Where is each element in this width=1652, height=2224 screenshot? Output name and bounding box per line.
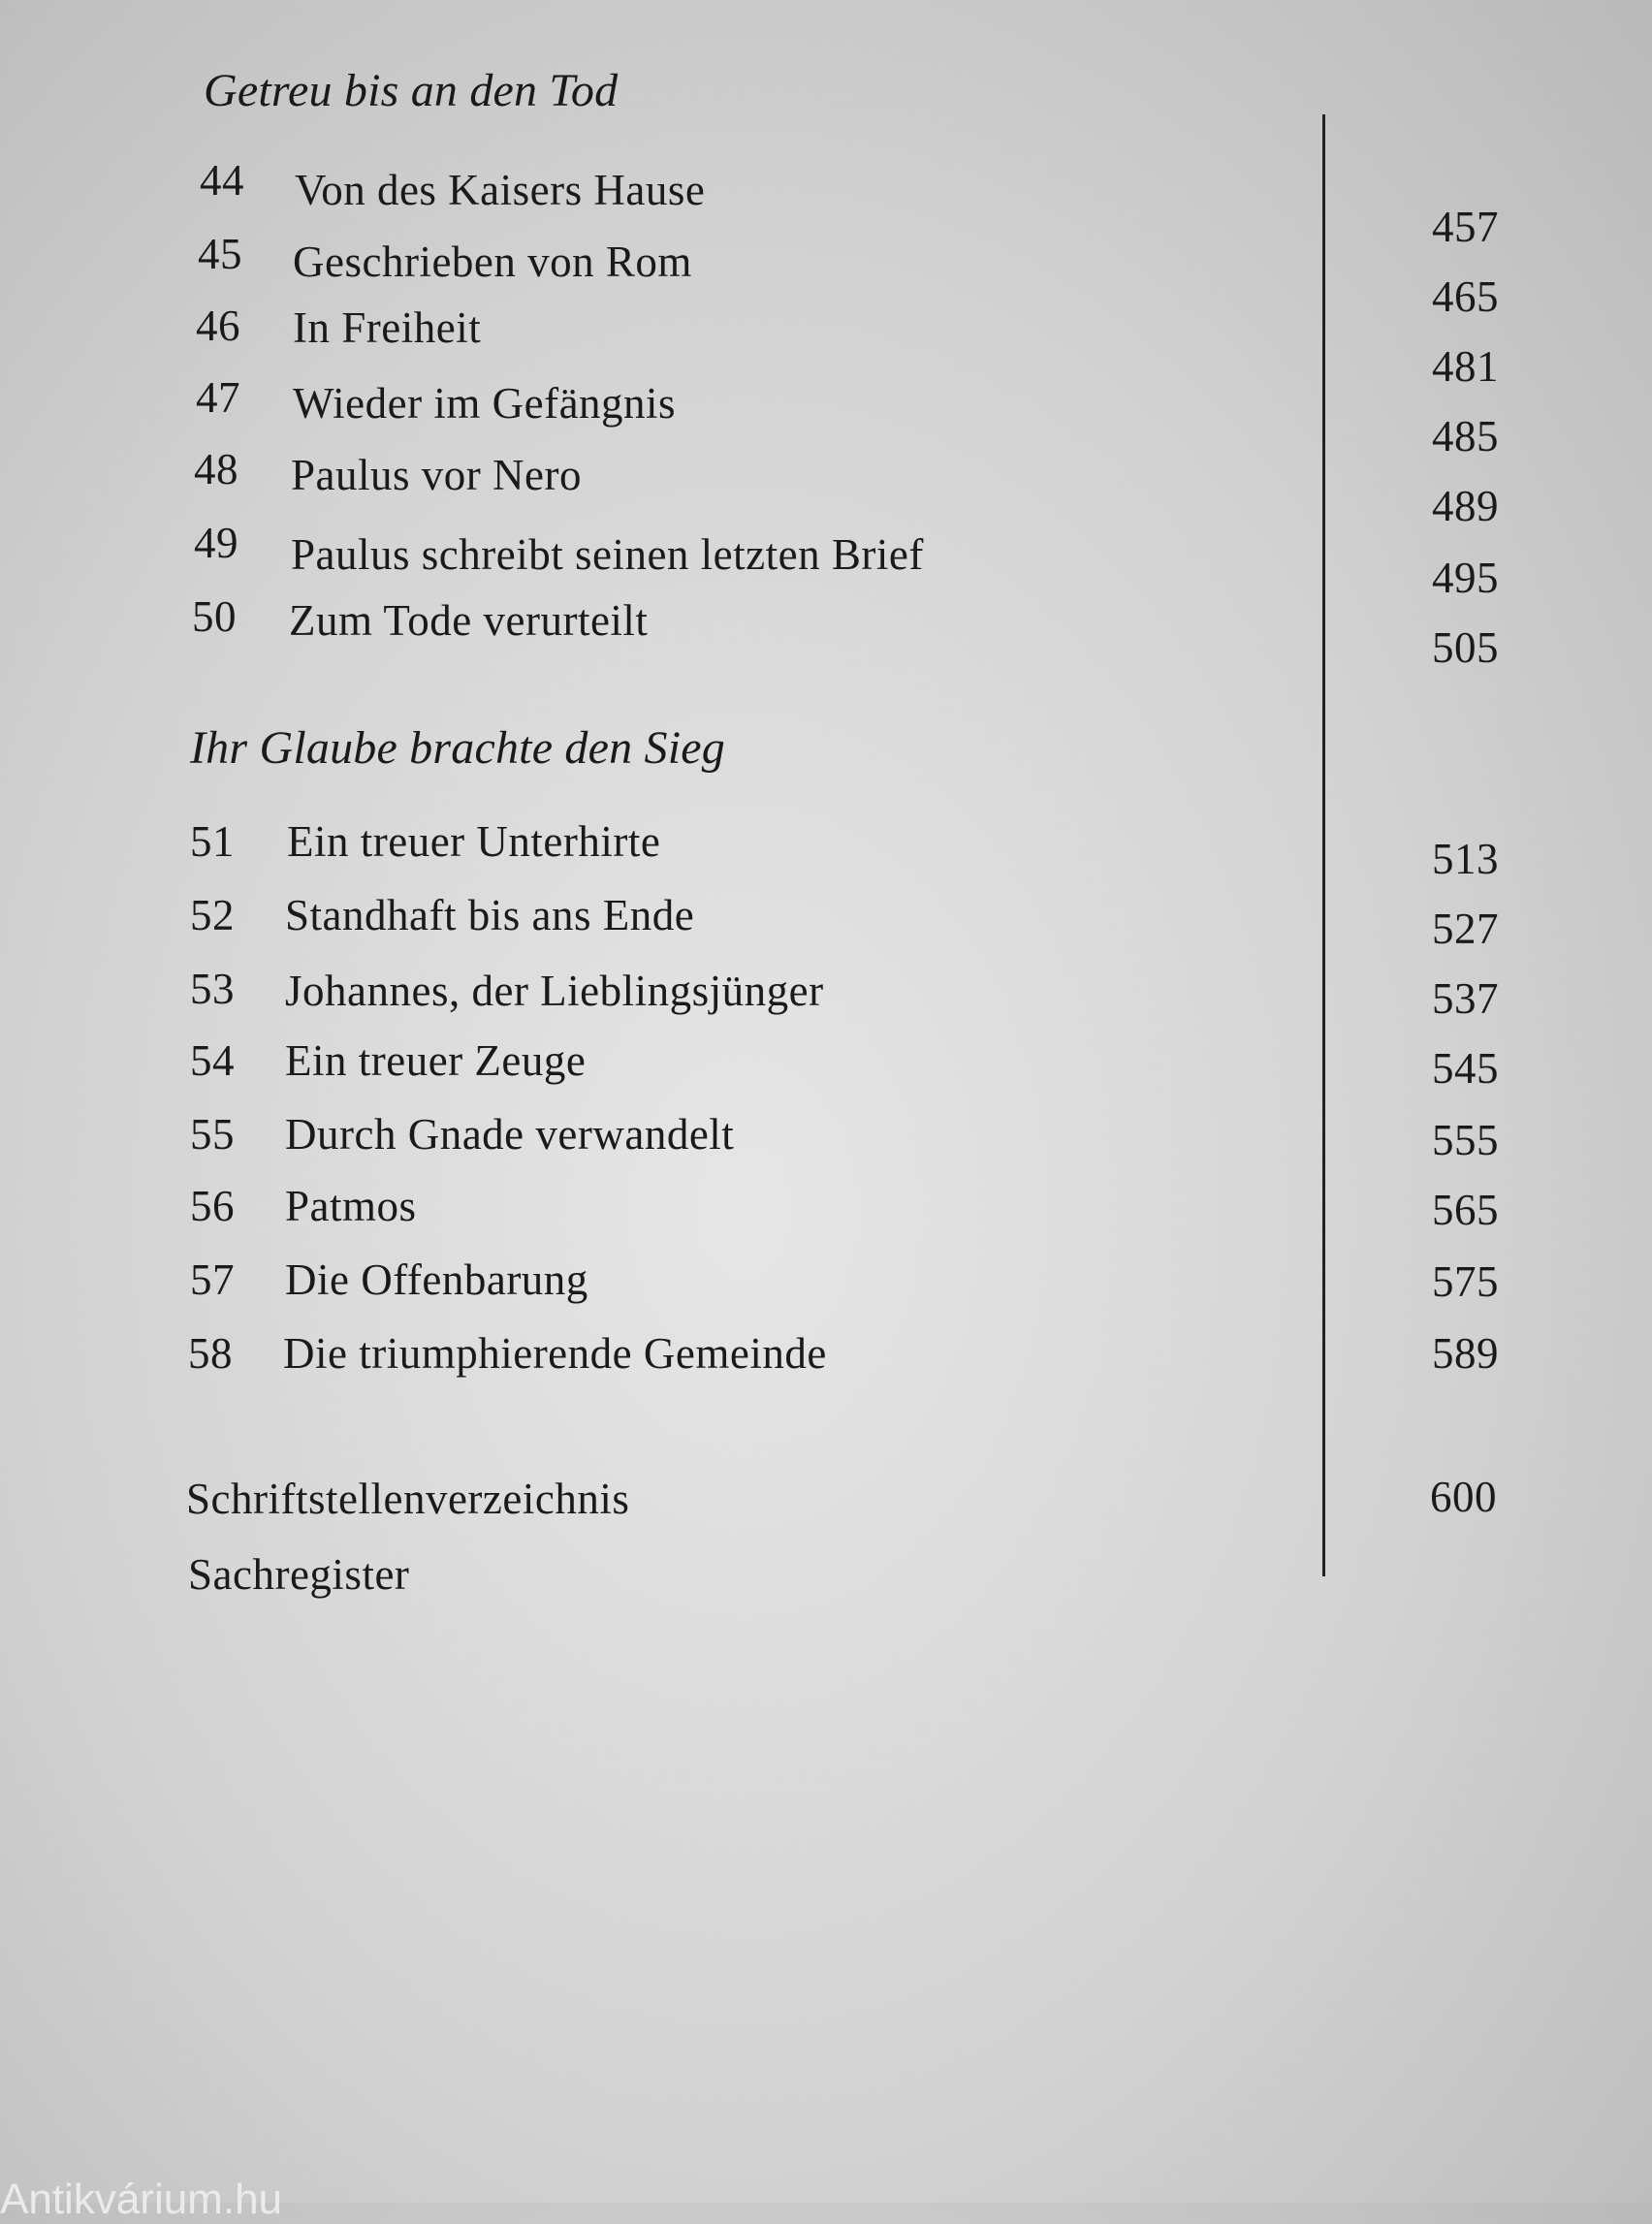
entry-57-title: Die Offenbarung [285, 1255, 588, 1304]
entry-52-page: 527 [1432, 905, 1499, 953]
entry-55-page: 555 [1432, 1116, 1499, 1164]
entry-44-page: 457 [1432, 203, 1499, 251]
entry-57-page: 575 [1432, 1257, 1499, 1306]
entry-58-page: 589 [1432, 1329, 1499, 1378]
section-title-1: Getreu bis an den Tod [204, 65, 619, 116]
entry-54-number: 54 [190, 1036, 235, 1085]
section-title-2: Ihr Glaube brachte den Sieg [190, 722, 725, 774]
entry-51-title: Ein treuer Unterhirte [287, 817, 661, 866]
entry-53-page: 537 [1432, 974, 1499, 1023]
entry-50-number: 50 [192, 592, 237, 641]
entry-48-page: 489 [1432, 482, 1499, 530]
entry-48-number: 48 [194, 445, 238, 493]
entry-44-title: Von des Kaisers Hause [295, 166, 706, 214]
entry-54-page: 545 [1432, 1044, 1499, 1093]
entry-55-number: 55 [190, 1110, 235, 1159]
entry-57-number: 57 [190, 1255, 235, 1304]
entry-45-number: 45 [198, 230, 242, 278]
entry-52-number: 52 [190, 891, 235, 939]
entry-50-page: 505 [1432, 623, 1499, 672]
entry-53-title: Johannes, der Lieblingsjünger [285, 967, 824, 1015]
entry-46-number: 46 [196, 302, 240, 350]
entry-52-title: Standhaft bis ans Ende [285, 891, 695, 939]
entry-56-title: Patmos [285, 1182, 417, 1230]
entry-46-page: 481 [1432, 342, 1499, 391]
appendix-scripture-index-title: Schriftstellenverzeichnis [186, 1475, 630, 1523]
entry-55-title: Durch Gnade verwandelt [285, 1110, 735, 1159]
entry-47-page: 485 [1432, 412, 1499, 461]
entry-47-number: 47 [196, 373, 240, 422]
entry-56-page: 565 [1432, 1186, 1499, 1234]
entry-49-number: 49 [194, 519, 238, 567]
entry-56-number: 56 [190, 1182, 235, 1230]
entry-44-number: 44 [200, 156, 244, 205]
entry-49-title: Paulus schreibt seinen letzten Brief [291, 530, 924, 579]
entry-47-title: Wieder im Gefängnis [293, 379, 677, 428]
entry-45-page: 465 [1432, 272, 1499, 321]
appendix-scripture-index-page: 600 [1430, 1473, 1497, 1521]
entry-54-title: Ein treuer Zeuge [285, 1036, 587, 1085]
page-number-divider [1322, 114, 1325, 1576]
entry-51-page: 513 [1432, 835, 1499, 883]
entry-49-page: 495 [1432, 554, 1499, 602]
entry-58-number: 58 [188, 1329, 233, 1378]
entry-46-title: In Freiheit [293, 303, 482, 352]
appendix-subject-index-title: Sachregister [188, 1550, 410, 1599]
entry-53-number: 53 [190, 965, 235, 1013]
entry-48-title: Paulus vor Nero [291, 451, 582, 499]
entry-45-title: Geschrieben von Rom [293, 238, 692, 286]
entry-58-title: Die triumphierende Gemeinde [283, 1329, 827, 1378]
entry-50-title: Zum Tode verurteilt [289, 596, 649, 645]
entry-51-number: 51 [190, 817, 235, 866]
watermark: Antikvárium.hu [0, 2176, 283, 2223]
